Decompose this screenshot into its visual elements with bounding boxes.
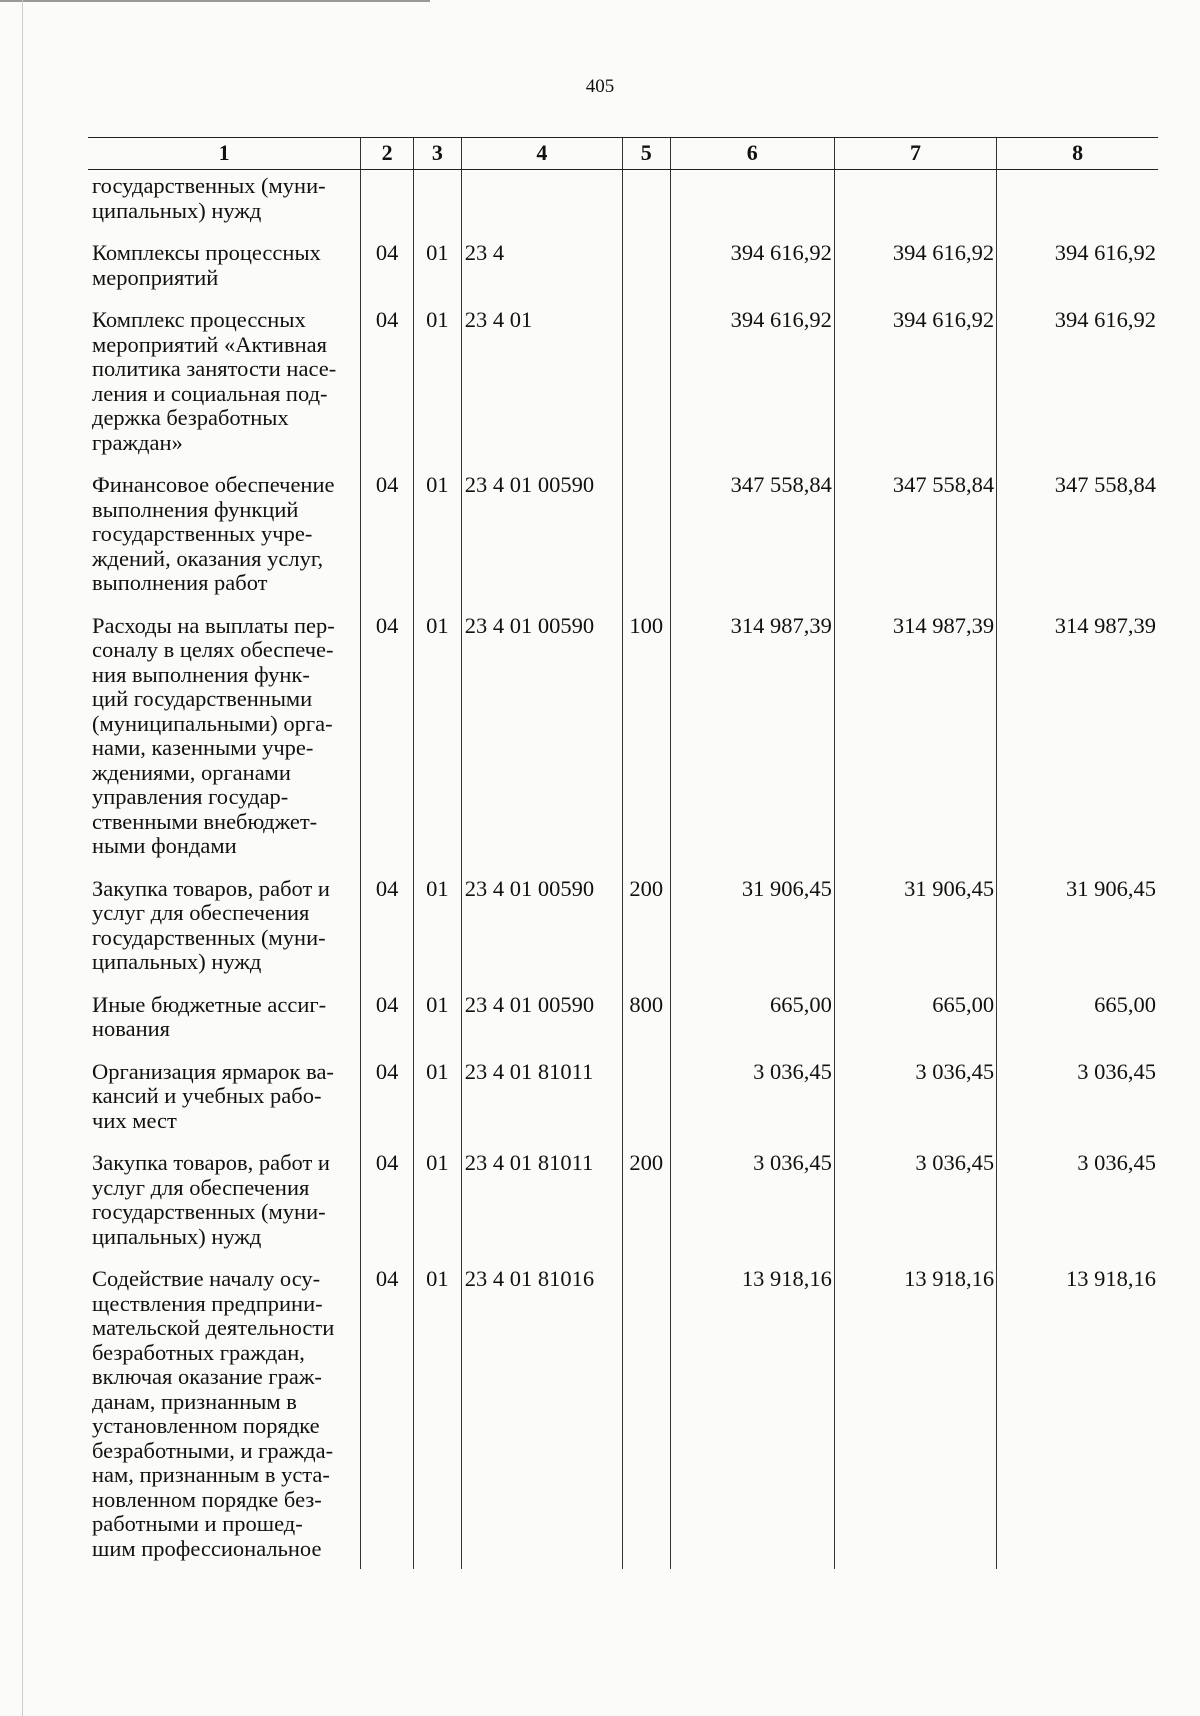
page-number: 405 [585, 76, 615, 97]
column-header-4: 4 [461, 138, 622, 170]
target-article-cell: 23 4 01 00590 [461, 614, 622, 877]
row-name-cell: Закупка товаров, работ и услуг для обеспечения государственных (муни- ципальных) нужд [92, 875, 330, 974]
budget-table [88, 137, 1158, 1569]
amount-col6-cell [670, 170, 834, 242]
row-name-cell: Финансовое обеспечение выполнения функций государственных учре- ждений, оказания услуг, выполнения работ [92, 472, 335, 595]
expense-type-cell [622, 308, 670, 473]
subsection-code-cell: 01 [414, 877, 462, 993]
subsection-code-cell: 01 [414, 1267, 462, 1569]
amount-col6-cell: 347 558,84 [670, 473, 834, 614]
table-row [88, 1060, 1158, 1152]
section-code-cell [361, 170, 414, 242]
table-body [88, 170, 1158, 1570]
amount-col7-cell: 13 918,16 [834, 1267, 996, 1569]
amount-col8-cell: 394 616,92 [997, 241, 1158, 308]
scan-left-edge [22, 0, 23, 1716]
row-name-cell: Организация ярмарок ва- кансий и учебных рабо- чих мест [92, 1058, 334, 1133]
amount-col6-cell: 314 987,39 [670, 614, 834, 877]
target-article-cell: 23 4 [461, 241, 622, 308]
subsection-code-cell [414, 170, 462, 242]
amount-col6-cell: 31 906,45 [670, 877, 834, 993]
amount-col8-cell: 3 036,45 [997, 1060, 1158, 1152]
section-code-cell: 04 [361, 877, 414, 993]
column-header-6: 6 [670, 138, 834, 170]
amount-col7-cell: 394 616,92 [834, 241, 996, 308]
amount-col6-cell: 394 616,92 [670, 308, 834, 473]
column-header-3: 3 [414, 138, 462, 170]
amount-col7-cell: 314 987,39 [834, 614, 996, 877]
target-article-cell: 23 4 01 81011 [461, 1060, 622, 1152]
expense-type-cell [622, 1060, 670, 1152]
subsection-code-cell: 01 [414, 993, 462, 1060]
section-code-cell: 04 [361, 308, 414, 473]
section-code-cell: 04 [361, 1267, 414, 1569]
row-name-cell: государственных (муни- ципальных) нужд [92, 173, 326, 223]
column-header-5: 5 [622, 138, 670, 170]
section-code-cell: 04 [361, 614, 414, 877]
table-row [88, 1151, 1158, 1267]
subsection-code-cell: 01 [414, 473, 462, 614]
amount-col8-cell: 3 036,45 [997, 1151, 1158, 1267]
amount-col6-cell: 665,00 [670, 993, 834, 1060]
section-code-cell: 04 [361, 241, 414, 308]
section-code-cell: 04 [361, 993, 414, 1060]
table-row [88, 877, 1158, 993]
target-article-cell: 23 4 01 00590 [461, 877, 622, 993]
table-row [88, 993, 1158, 1060]
target-article-cell: 23 4 01 81016 [461, 1267, 622, 1569]
amount-col7-cell: 394 616,92 [834, 308, 996, 473]
row-name-cell: Комплекс процессных мероприятий «Активная политика занятости насе- ления и социальная под- держка безработных граждан» [92, 307, 337, 455]
expense-type-cell [622, 241, 670, 308]
table-row [88, 308, 1158, 473]
expense-type-cell [622, 170, 670, 242]
column-header-1: 1 [88, 138, 361, 170]
header-row [88, 138, 1158, 170]
expense-type-cell [622, 473, 670, 614]
column-header-8: 8 [997, 138, 1158, 170]
subsection-code-cell: 01 [414, 1060, 462, 1152]
row-name-cell: Комплексы процессных мероприятий [92, 240, 321, 290]
amount-col7-cell: 665,00 [834, 993, 996, 1060]
scan-top-edge [0, 0, 430, 2]
subsection-code-cell: 01 [414, 308, 462, 473]
table-row [88, 1267, 1158, 1569]
amount-col6-cell: 3 036,45 [670, 1060, 834, 1152]
expense-type-cell: 200 [622, 877, 670, 993]
target-article-cell [461, 170, 622, 242]
section-code-cell: 04 [361, 473, 414, 614]
amount-col7-cell: 3 036,45 [834, 1151, 996, 1267]
subsection-code-cell: 01 [414, 614, 462, 877]
subsection-code-cell: 01 [414, 1151, 462, 1267]
table-row [88, 614, 1158, 877]
target-article-cell: 23 4 01 [461, 308, 622, 473]
column-header-7: 7 [834, 138, 996, 170]
section-code-cell: 04 [361, 1060, 414, 1152]
amount-col8-cell: 314 987,39 [997, 614, 1158, 877]
target-article-cell: 23 4 01 00590 [461, 993, 622, 1060]
expense-type-cell [622, 1267, 670, 1569]
target-article-cell: 23 4 01 81011 [461, 1151, 622, 1267]
table-row [88, 241, 1158, 308]
amount-col8-cell: 394 616,92 [997, 308, 1158, 473]
row-name-cell: Содействие началу осу- ществления предприни- мательской деятельности безработных граждан, включая оказание граж- данам, признанным в установленном порядке безработными, и гражда- нам, признанным в уста- новленном порядке без- работными и прошед- шим профессиональное [92, 1266, 335, 1561]
table-row [88, 170, 1158, 242]
amount-col8-cell: 665,00 [997, 993, 1158, 1060]
amount-col6-cell: 394 616,92 [670, 241, 834, 308]
amount-col8-cell: 31 906,45 [997, 877, 1158, 993]
row-name-cell: Расходы на выплаты пер- соналу в целях обеспече- ния выполнения функ- ций государственными (муниципальными) орга- нами, казенными учре- ждениями, органами управления государ- ственными внебюджет- ными фондами [92, 612, 335, 858]
expense-type-cell: 100 [622, 614, 670, 877]
amount-col7-cell: 31 906,45 [834, 877, 996, 993]
amount-col7-cell [834, 170, 996, 242]
expense-type-cell: 200 [622, 1151, 670, 1267]
subsection-code-cell: 01 [414, 241, 462, 308]
amount-col8-cell: 347 558,84 [997, 473, 1158, 614]
amount-col6-cell: 3 036,45 [670, 1151, 834, 1267]
table-row [88, 473, 1158, 614]
row-name-cell: Иные бюджетные ассиг- нования [92, 991, 327, 1041]
target-article-cell: 23 4 01 00590 [461, 473, 622, 614]
row-name-cell: Закупка товаров, работ и услуг для обеспечения государственных (муни- ципальных) нужд [92, 1150, 330, 1249]
amount-col7-cell: 3 036,45 [834, 1060, 996, 1152]
amount-col8-cell [997, 170, 1158, 242]
amount-col8-cell: 13 918,16 [997, 1267, 1158, 1569]
amount-col6-cell: 13 918,16 [670, 1267, 834, 1569]
amount-col7-cell: 347 558,84 [834, 473, 996, 614]
column-header-2: 2 [361, 138, 414, 170]
section-code-cell: 04 [361, 1151, 414, 1267]
expense-type-cell: 800 [622, 993, 670, 1060]
